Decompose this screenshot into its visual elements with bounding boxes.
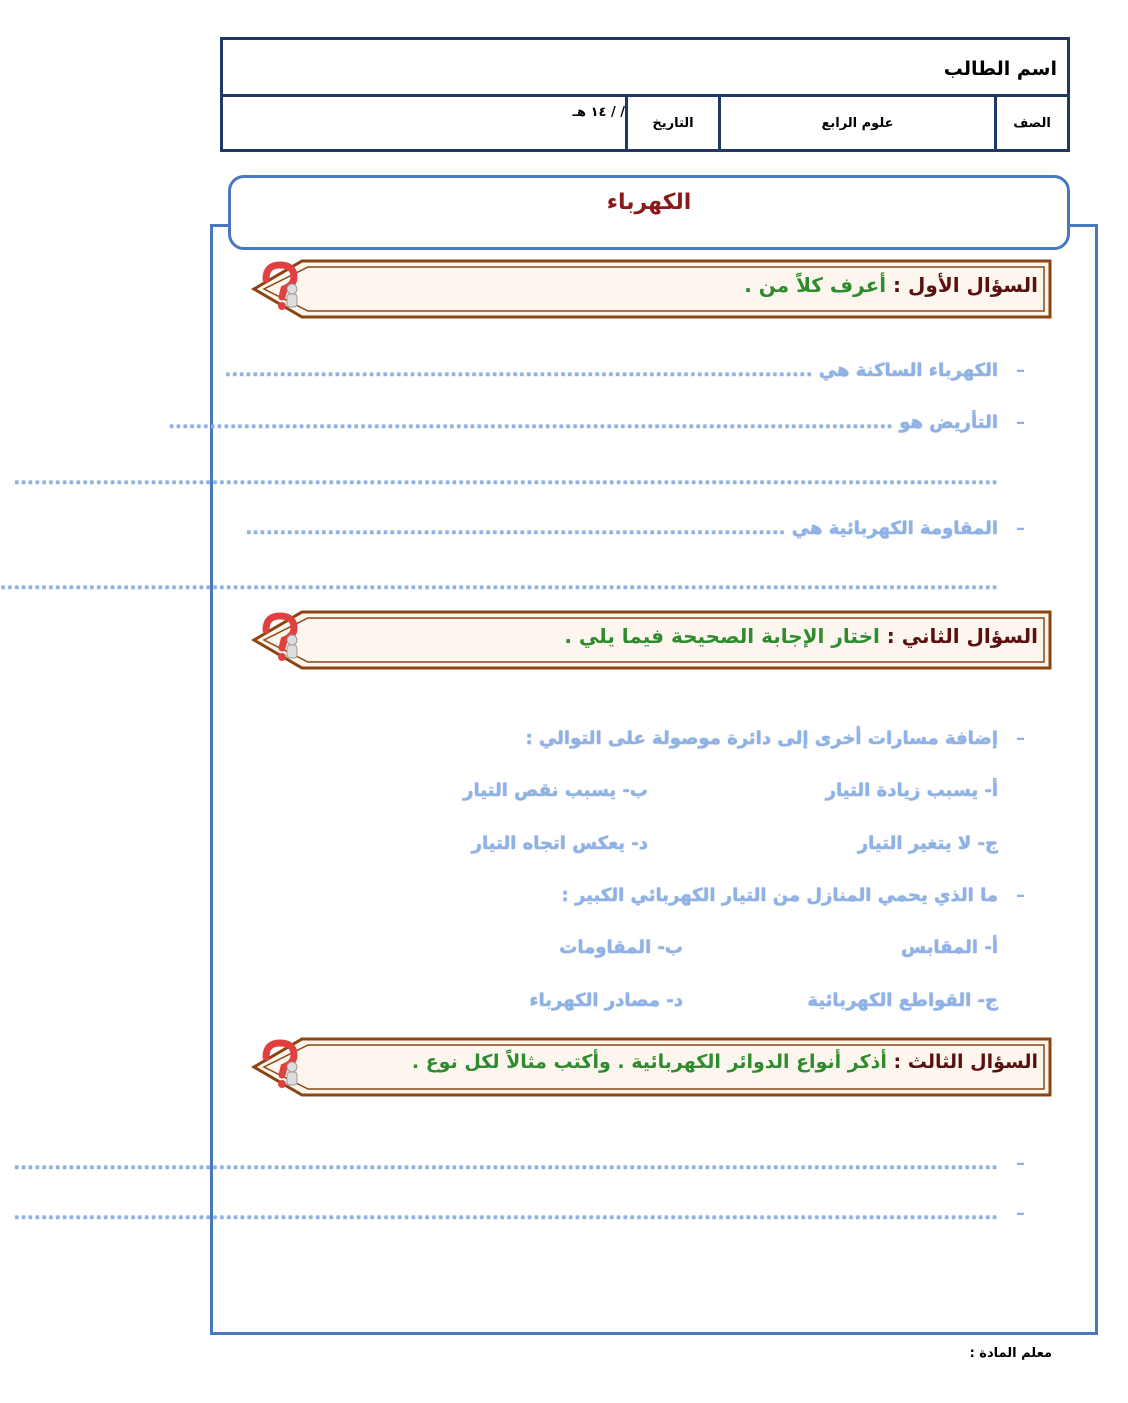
q2-1-option-c: ج- لا يتغير التيار [857,833,998,854]
q2-1-option-a: أ- يسبب زيادة التيار [825,780,998,801]
bullet-dash: – [1016,1203,1025,1224]
student-name-label: اسم الطالب [943,58,1057,80]
q2-2-option-b: ب- المقاومات [559,937,683,958]
bullet-dash: – [1016,360,1025,381]
question-1-text: السؤال الأول : أعرف كلاً من . [744,273,1038,297]
bullet-dash: – [1016,885,1025,906]
q2-stem-2: ما الذي يحمي المنازل من التيار الكهربائي الكبير : [561,885,998,906]
question-mark-person-icon [252,259,304,311]
bullet-dash: – [1016,1153,1025,1174]
q2-1-option-b: ب- يسبب نقص التيار [463,780,648,801]
question-3-text: السؤال الثالث : أذكر أنواع الدوائر الكهربائية . وأكتب مثالاً لكل نوع . [411,1051,1038,1073]
student-name-row [223,40,1067,97]
q1-item-grounding: التأريض هو .......................................................................................................... [168,412,998,433]
q3-answer-line-1: ................................................................................................................................................ [13,1153,998,1174]
q1-item-grounding-continuation: ................................................................................................................................................ [13,468,998,489]
page-title: الكهرباء [606,190,692,215]
bullet-dash: – [1016,518,1025,539]
question-2-text: السؤال الثاني : اختار الإجابة الصحيحة فيما يلي . [564,624,1038,648]
question-2-banner [252,610,1052,670]
q2-2-option-a: أ- المقابس [901,937,998,958]
title-box [228,175,1070,250]
question-mark-person-icon [252,1037,304,1089]
question-mark-person-icon [252,610,304,662]
q3-answer-line-2: ................................................................................................................................................ [13,1203,998,1224]
date-label: التاريخ [625,97,718,149]
q2-2-option-d: د- مصادر الكهرباء [529,990,683,1011]
q2-stem-1: إضافة مسارات أخرى إلى دائرة موصولة على التوالي : [525,728,998,749]
date-value: / / ١٤ هـ [572,105,625,120]
class-label: الصف [994,97,1067,149]
q2-1-option-d: د- يعكس اتجاه التيار [471,833,648,854]
bullet-dash: – [1016,412,1025,433]
info-row [223,97,1067,149]
teacher-label: معلم المادة : [969,1346,1052,1361]
question-1-banner [252,259,1052,319]
question-3-banner [252,1037,1052,1097]
subject-value: علوم الرابع [718,97,994,149]
q2-2-option-c: ج- القواطع الكهربائية [807,990,998,1011]
q1-item-resistance: المقاومة الكهربائية هي ............................................................................... [245,518,998,539]
bullet-dash: – [1016,728,1025,749]
header-table [220,37,1070,152]
q1-item-static-electricity: الكهرباء الساكنة هي ...................................................................................... [224,360,998,381]
q1-item-resistance-continuation: .................................................................................................................................................. [0,573,998,594]
